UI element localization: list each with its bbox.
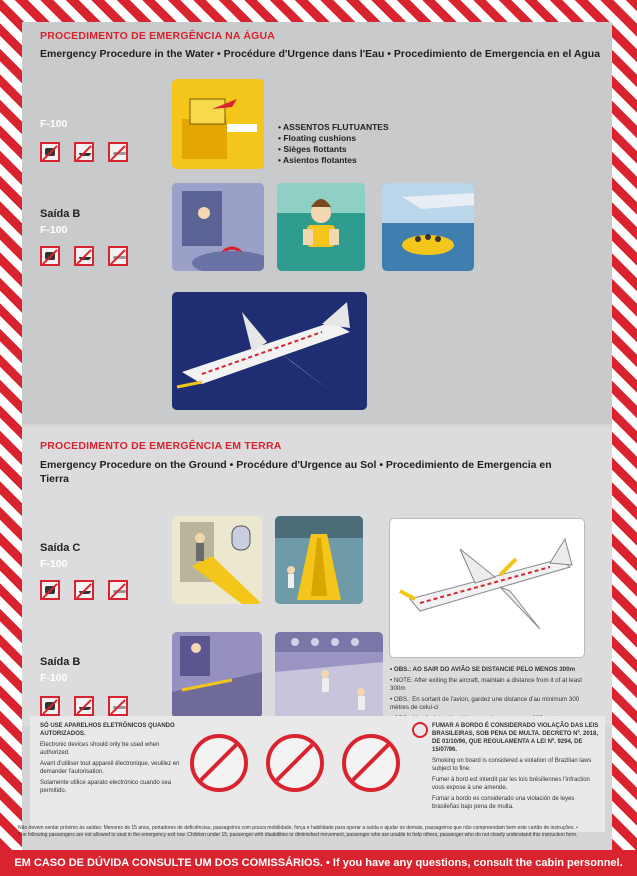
exit-door-illustration [172,183,264,271]
ground-section [22,426,612,726]
exit-label: Saída C [40,542,81,554]
no-smoking-icon [108,580,128,600]
water-section [22,22,612,424]
smoking-fr: Fumer à bord est interdit par les lois brésiliennes l'infraction vous expose à une amende. [432,777,590,791]
slide-exit-illustration [172,516,262,604]
no-smoking-icon [412,722,428,738]
water-subtitle: Emergency Procedure in the Water • Procédure d'Urgence dans l'Eau • Procedimiento de Emergencia en el Agua [40,48,601,60]
raft-illustration [382,183,474,271]
ground-subtitle-line1: Emergency Procedure on the Ground • Procédure d'Urgence au Sol • Procedimiento de Emergencia en [40,459,552,471]
water-exits-aircraft-illustration [172,292,367,410]
bullet-pt: • ASSENTOS FLUTUANTES [278,122,389,132]
aircraft-label: F-100 [40,558,68,570]
note-en: • NOTE: After exiting the aircraft, maintain a distance from it of at least 300m [390,676,582,692]
card-body [22,22,612,854]
no-laptop-icon [266,734,324,792]
no-baggage-icon [40,246,60,266]
electronics-en: Electronic devices should only be used when authorized. [40,742,160,756]
no-smoking-icon [108,142,128,162]
exit-label: Saída B [40,656,81,668]
wing-evacuation-illustration [275,632,383,718]
exit-label: Saída B [40,208,81,220]
footer-banner: EM CASO DE DÚVIDA CONSULTE UM DOS COMISSÁRIOS. • If you have any questions, consult the cabin personnel. [0,850,637,876]
ground-exits-aircraft-illustration [389,518,585,658]
ground-subtitle [40,458,600,486]
water-title: PROCEDIMENTO DE EMERGÊNCIA NA ÁGUA [40,30,276,42]
electronics-es: Solamente utilice aparato electrónico cuando sea permitido. [40,780,172,794]
smoking-es: Fumar a bordo es considerado una violación de leyes brasileñas bajo pena de multa. [432,796,575,810]
aircraft-label: F-100 [40,118,68,130]
no-baggage-icon [40,696,60,716]
electronics-notice [40,722,180,795]
bullet-fr: • Sièges flottants [278,144,347,154]
prohibited-items-row [40,246,128,266]
prohibited-items-row [40,696,128,716]
regulations-panel [30,716,605,832]
bullet-en: • Floating cushions [278,133,357,143]
floating-cushion-text [278,122,389,166]
prohibited-items-row [40,142,128,162]
smoking-pt: FUMAR A BORDO É CONSIDERADO VIOLAÇÃO DAS LEIS BRASILEIRAS, SOB PENA DE MULTA. DECRETO Nº. 2018, DE 01/10/96, QUE REGULAMENTA A LEI Nº. 9294, DE 15/07/96. [432,723,599,753]
ground-subtitle-line2: Tierra [40,473,69,485]
exit-row-restrictions: Não devem sentar próximo às saídas: Menores de 15 anos, portadores de deficiências, passageiros com pouca mobilidade, força e habilidade para operar a saída e ajudar os demais, passageiros que não compreendam bem este cartão de instruções. • The following passengers are not allowed to seat in the emergency exit row. Children under 15, passenger with disabilities or diminished movement, passenger who are unable to help others, passenger who do not clearly understand this instruction form. [18,825,578,838]
bullet-es: • Asientos flotantes [278,155,357,165]
note-fr: • OBS.: En sortant de l'avion, gardez une distance d'au minimum 300 mètres de celui-ci [390,695,580,711]
no-high-heels-icon [74,246,94,266]
wing-exit-illustration [172,632,262,718]
ground-title: PROCEDIMENTO DE EMERGÊNCIA EM TERRA [40,440,282,452]
no-smoking-icon [108,696,128,716]
no-baggage-icon [40,142,60,162]
no-baggage-icon [40,580,60,600]
no-game-device-icon [342,734,400,792]
no-high-heels-icon [74,142,94,162]
smoking-notice [432,722,600,811]
life-vest-illustration [277,183,365,271]
electronics-pt: SÓ USE APARELHOS ELETRÔNICOS QUANDO AUTORIZADOS. [40,723,175,737]
no-phone-icon [190,734,248,792]
no-high-heels-icon [74,580,94,600]
electronics-fr: Avant d'utiliser tout appareil électronique, veuillez en demander l'autorisation. [40,761,180,775]
aircraft-label: F-100 [40,224,68,236]
slide-deployed-illustration [275,516,363,604]
note-pt: • OBS.: AO SAIR DO AVIÃO SE DISTANCIE PELO MENOS 300m [390,666,576,673]
floating-cushion-illustration [172,79,264,169]
no-high-heels-icon [74,696,94,716]
no-smoking-icon [108,246,128,266]
smoking-en: Smoking on board is considered a violation of Brazilian laws subject to fine. [432,758,592,772]
prohibited-items-row [40,580,128,600]
aircraft-label: F-100 [40,672,68,684]
